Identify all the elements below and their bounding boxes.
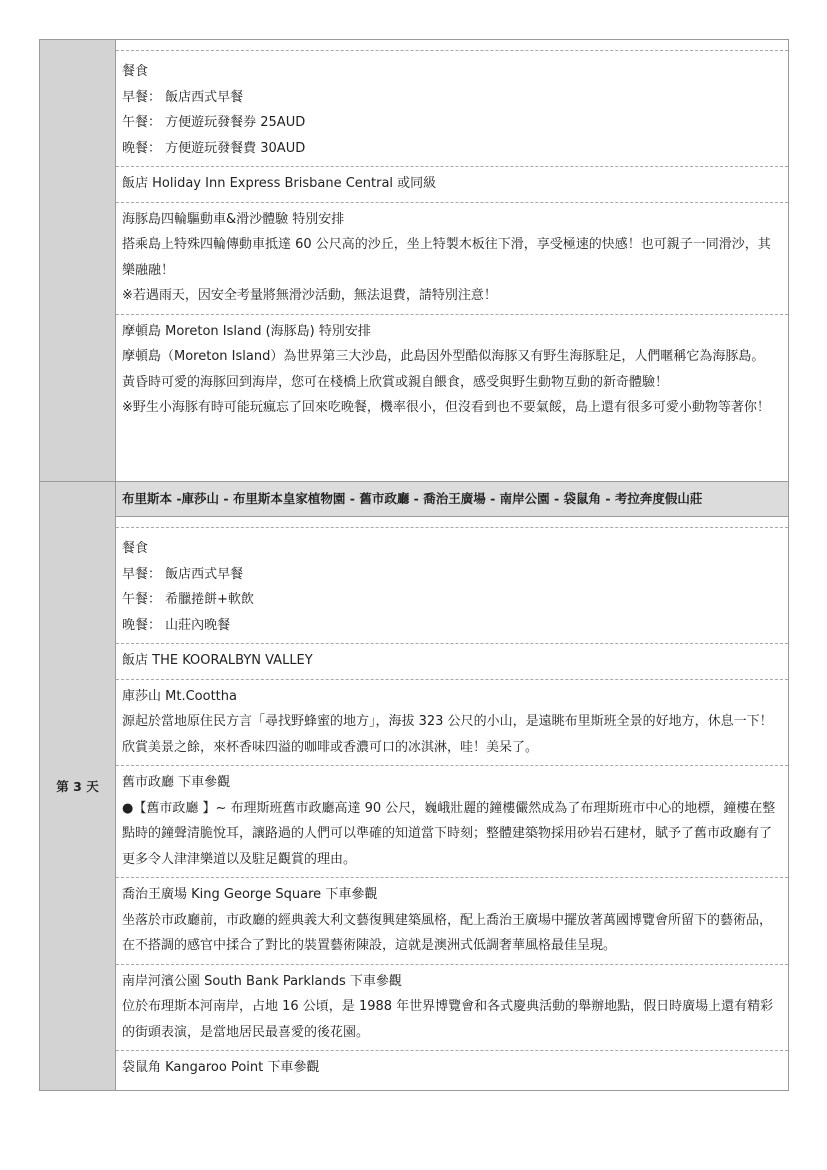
- activity-desc: 摩頓島（Moreton Island）為世界第三大沙島，此島因外型酷似海豚又有野生海豚駐足，人們暱稱它為海豚島。: [122, 349, 765, 364]
- activity-title: 摩頓島 Moreton Island (海豚島) 特別安排: [122, 323, 371, 339]
- sight-king-george-square: [116, 877, 788, 964]
- activity-desc-2: 黃昏時可愛的海豚回到海岸，您可在棧橋上欣賞或親自餵食，感受與野生動物互動的新奇體驗！: [122, 374, 669, 390]
- meals-heading: 餐食: [122, 541, 149, 556]
- prev-day-cell: [40, 40, 116, 481]
- dinner-line: 晚餐： 山莊內晚餐: [122, 617, 231, 633]
- breakfast-line: 早餐： 飯店西式早餐: [122, 566, 244, 582]
- hotel-line: 飯店 THE KOORALBYN VALLEY: [122, 653, 313, 668]
- sight-mt-coottha: [116, 679, 788, 766]
- sight-title: 袋鼠角 Kangaroo Point 下車參觀: [122, 1060, 320, 1075]
- hotel-block: [116, 166, 788, 202]
- activity-note: ※野生小海豚有時可能玩瘋忘了回來吃晚餐，機率很小，但沒看到也不要氣餒，島上還有很多可愛小動物等著你！: [122, 400, 770, 415]
- sight-desc: ●【舊市政廳 】~ 布理斯班舊市政廳高達 90 公尺，巍峨壯麗的鐘樓儼然成為了布理斯班市中心的地標，鐘樓在整點時的鐘聲清脆悅耳，讓路過的人們可以準確的知道當下時刻；整體建築物採用砂岩石建材，賦予了舊市政廳有了更多令人津津樂道以及駐足觀賞的理由。: [122, 800, 776, 867]
- sight-south-bank: [116, 964, 788, 1051]
- activity-desc: 搭乘島上特殊四輪傳動車抵達 60 公尺高的沙丘，坐上特製木板往下滑，享受極速的快感！也可親子一同滑沙，其樂融融！: [122, 237, 771, 278]
- activity-note: ※若遇雨天，因安全考量將無滑沙活動，無法退費，請特別注意！: [122, 288, 497, 303]
- sight-desc: 源起於當地原住民方言「尋找野蜂蜜的地方」，海拔 323 公尺的小山，是遠眺布里斯班全景的好地方，休息一下！欣賞美景之餘，來杯香味四溢的咖啡或香濃可口的冰淇淋，哇！美呆了。: [122, 714, 773, 755]
- prev-day-row: [40, 40, 788, 481]
- sight-title: 喬治王廣場 King George Square 下車參觀: [122, 887, 378, 902]
- breakfast-line: 早餐： 飯店西式早餐: [122, 89, 244, 105]
- activity-sandboarding: [116, 202, 788, 314]
- day3-content: [116, 482, 788, 1090]
- activity-moreton: [116, 314, 788, 426]
- sight-desc: 位於布理斯本河南岸，占地 16 公頃，是 1988 年世界博覽會和各式慶典活動的舉辦地點，假日時廣場上還有精彩的街頭表演，是當地居民最喜愛的後花園。: [122, 999, 774, 1040]
- day-label: 第 3 天: [40, 482, 116, 1090]
- sight-old-city-hall: [116, 765, 788, 877]
- prev-day-content: [116, 40, 788, 481]
- sight-desc: 坐落於市政廳前，市政廳的經典義大利文藝復興建築風格，配上喬治王廣場中擺放著萬國博覽會所留下的藝術品，在不搭調的感官中揉合了對比的裝置藝術陳設，這就是澳洲式低調奢華風格最佳呈現。: [122, 912, 773, 953]
- activity-title: 海豚島四輪驅動車&滑沙體驗 特別安排: [122, 211, 345, 227]
- lunch-line: 午餐： 希臘捲餅+軟飲: [122, 592, 255, 607]
- meals-block: [116, 50, 788, 166]
- hotel-block: [116, 643, 788, 679]
- hotel-line: 飯店 Holiday Inn Express Brisbane Central 或同級: [122, 176, 437, 191]
- sight-kangaroo-point: [116, 1050, 788, 1086]
- sight-title: 舊市政廳 下車參觀: [122, 775, 231, 790]
- sight-title: 庫莎山 Mt.Coottha: [122, 688, 237, 704]
- day3-row: [40, 481, 788, 1090]
- dinner-line: 晚餐： 方便遊玩發餐費 30AUD: [122, 140, 306, 156]
- itinerary-table: [39, 39, 789, 1091]
- meals-heading: 餐食: [122, 64, 149, 79]
- meals-block: [116, 527, 788, 643]
- sight-title: 南岸河濱公園 South Bank Parklands 下車參觀: [122, 973, 402, 989]
- route-title: 布里斯本 -庫莎山 - 布里斯本皇家植物園 - 舊市政廳 - 喬治王廣場 - 南岸公園 - 袋鼠角 - 考拉奔度假山莊: [116, 482, 788, 517]
- lunch-line: 午餐： 方便遊玩發餐券 25AUD: [122, 115, 306, 130]
